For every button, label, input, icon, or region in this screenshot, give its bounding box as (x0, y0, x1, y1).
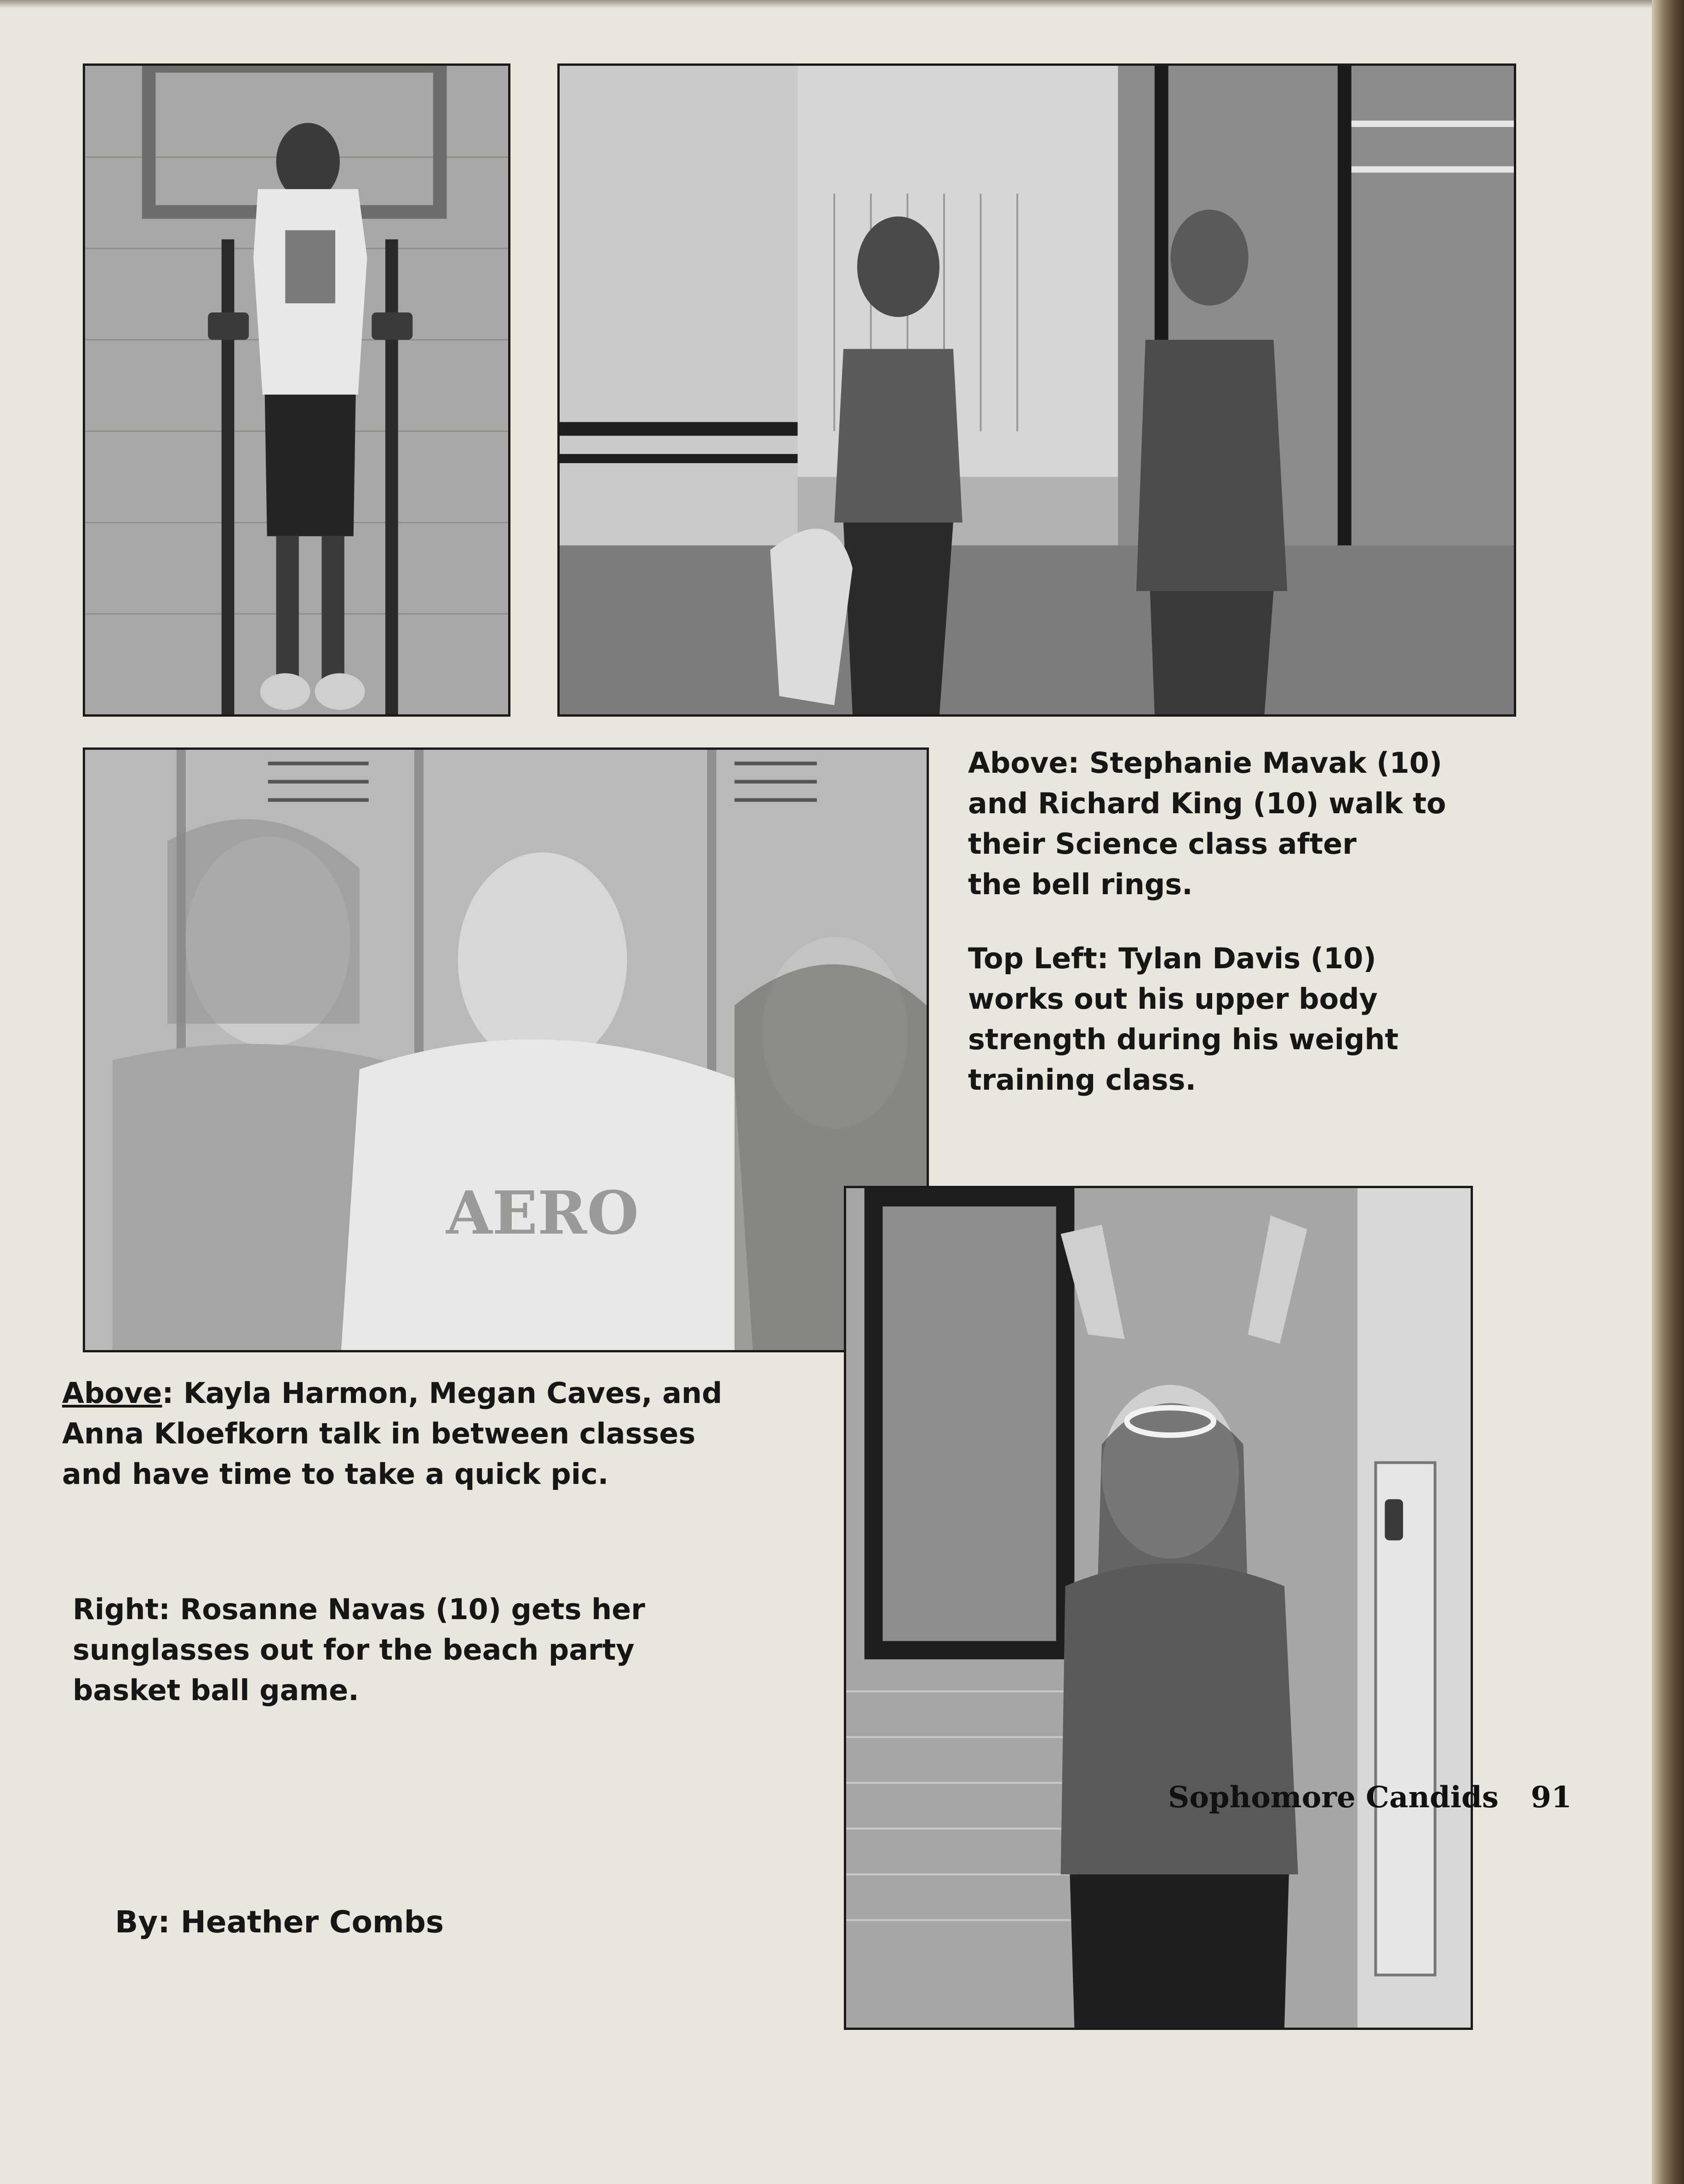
page-footer (1168, 1780, 1572, 1815)
caption-lead-above: Above (62, 1376, 162, 1410)
caption-rosanne-navas: Right: Rosanne Navas (10) gets her sunglasses out for the beach party basket ball game. (73, 1592, 645, 1707)
photo-rosanne-navas-image (846, 1188, 1471, 2028)
photo-kayla-megan-anna-image (85, 750, 927, 1350)
photo-kayla-megan-anna (83, 747, 929, 1352)
sweatshirt-text: AERO (446, 1178, 639, 1248)
photo-stephanie-richard-image (560, 66, 1514, 714)
photo-tylan-davis-image (85, 66, 508, 714)
caption-kayla-megan-anna (62, 1373, 722, 1494)
photo-tylan-davis (83, 63, 510, 717)
photo-stephanie-richard (557, 63, 1516, 717)
caption-tylan-davis: Top Left: Tylan Davis (10) works out his upper body strength during his weight training class. (968, 942, 1399, 1097)
section-title: Sophomore Candids (1168, 1780, 1499, 1815)
photo-rosanne-navas (844, 1186, 1473, 2030)
byline: By: Heather Combs (115, 1904, 444, 1940)
page-top-shadow (0, 0, 1652, 8)
caption-stephanie-richard: Above: Stephanie Mavak (10) and Richard King (10) walk to their Science class after the bell rings. (968, 746, 1446, 901)
page-number: 91 (1530, 1780, 1572, 1815)
book-binding-edge (1652, 0, 1684, 2184)
caption-kayla-text: : Kayla Harmon, Megan Caves, and Anna Kloefkorn talk in between classes and have time to take a quick pic. (62, 1376, 722, 1491)
